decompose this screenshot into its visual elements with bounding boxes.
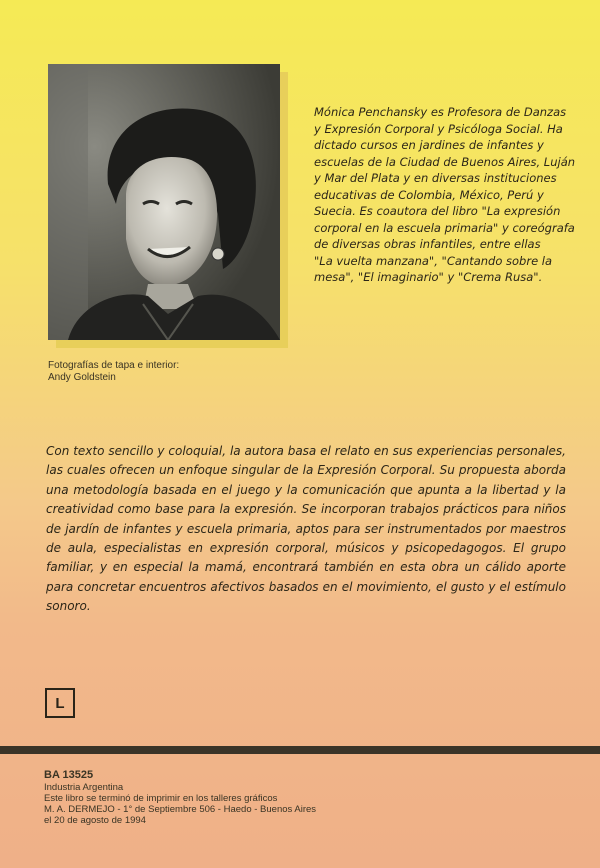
photo-credit-line1: Fotografías de tapa e interior: xyxy=(48,360,180,371)
imprint-line1: Industria Argentina xyxy=(44,782,124,793)
catalog-code: BA 13525 xyxy=(44,769,94,781)
publisher-logo-letter: L xyxy=(55,694,65,712)
author-portrait-image xyxy=(48,64,280,340)
author-bio-text: Mónica Penchansky es Profesora de Danzas y Expresión Corporal y Psicóloga Social. Ha dictado cursos en jardines de infantes y escuelas de la Ciudad de Buenos Aires, Luján y Mar del Plata y en diversas instituciones educativas de Colombia, México, Perú y Suecia. Es coautora del libro "La expresión corporal en la escuela primaria" y coreógrafa de diversas obras infantiles, entre ellas xyxy=(314,105,576,251)
author-works: "La vuelta manzana", "Cantando sobre la mesa", "El imaginario" y "Crema Rusa". xyxy=(314,253,553,284)
imprint-line3: M. A. DERMEJO - 1° de Septiembre 506 - Haedo - Buenos Aires xyxy=(44,804,317,815)
imprint-line2: Este libro se terminó de imprimir en los talleres gráficos xyxy=(44,793,278,804)
book-description: Con texto sencillo y coloquial, la autora basa el relato en sus experiencias personales, las cuales ofrecen un enfoque singular de la Expresión Corporal. Su propuesta aborda una metodología basada en el juego y la comunicación que apunta a la libertad y la creatividad como base para la expresión. Se incorporan trabajos prácticos para niños de jardín de infantes y escuela primaria, aptos para ser instrumentados por maestros de aula, especialistas en expresión corporal, músicos y psicopedagogos. El grupo familiar, y en especial la mamá, encontrará también en esta obra un cálido aporte para concretar encuentros afectivos basados en el movimiento, el gusto y el estímulo sonoro. xyxy=(46,444,566,614)
author-bio xyxy=(314,104,576,286)
publisher-logo xyxy=(45,688,75,718)
divider-bar xyxy=(0,746,600,754)
imprint xyxy=(44,770,444,826)
author-photo xyxy=(48,64,280,340)
photo-credit xyxy=(48,360,288,384)
photo-credit-line2: Andy Goldstein xyxy=(48,372,116,383)
imprint-line4: el 20 de agosto de 1994 xyxy=(44,815,146,826)
